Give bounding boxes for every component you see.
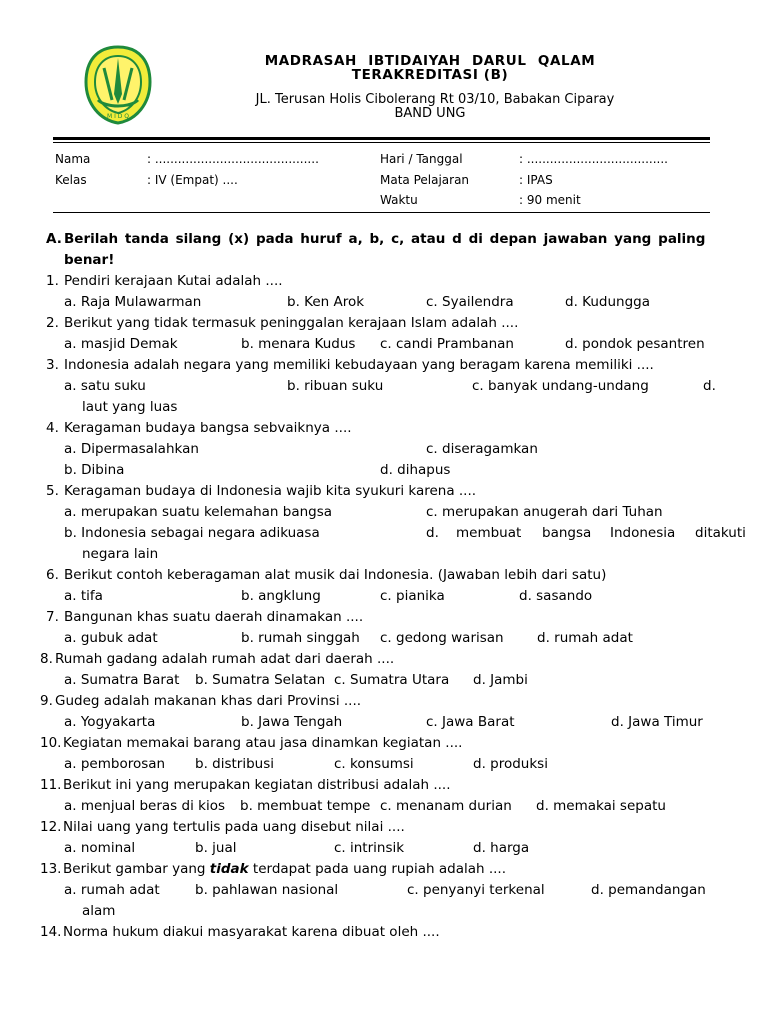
answer-option[interactable]: b. pahlawan nasional [195,882,339,898]
question-number: 14. [40,924,62,940]
question-number: 11. [40,777,62,793]
question-number: 5. [46,483,59,499]
question-text: Nilai uang yang tertulis pada uang disebut nilai .... [63,819,405,835]
answer-option[interactable]: c. diseragamkan [426,441,538,457]
answer-option[interactable]: c. intrinsik [334,840,405,856]
section-instruction-line2: benar! [64,252,115,268]
answer-option[interactable]: c. menanam durian [380,798,512,814]
answer-option[interactable]: c. banyak undang-undang [472,378,649,394]
question-number: 10. [40,735,62,751]
answer-option[interactable]: a. satu suku [64,378,146,394]
answer-option[interactable]: d. produksi [473,756,548,772]
answer-option[interactable]: a. Sumatra Barat [64,672,180,688]
answer-option[interactable]: a. nominal [64,840,136,856]
answer-option[interactable]: b. Jawa Tengah [241,714,343,730]
answer-option[interactable]: d. [426,525,439,541]
mapel-label: Mata Pelajaran [380,173,470,187]
waktu-value: : 90 menit [519,193,581,207]
question-number: 8. [40,651,53,667]
answer-option[interactable]: c. Sumatra Utara [334,672,450,688]
answer-option[interactable]: d. dihapus [380,462,451,478]
answer-option[interactable]: b. membuat tempe [240,798,371,814]
answer-option[interactable]: c. gedong warisan [380,630,504,646]
answer-option[interactable]: d. memakai sepatu [536,798,666,814]
answer-option[interactable]: c. Jawa Barat [426,714,515,730]
answer-option-word: Indonesia [610,525,676,541]
question-text [63,861,506,877]
mapel-value: : IPAS [519,173,553,187]
answer-option[interactable]: b. angklung [241,588,321,604]
answer-option[interactable]: d. Jambi [473,672,528,688]
question-text: Bangunan khas suatu daerah dinamakan .... [64,609,364,625]
answer-option[interactable]: b. jual [195,840,237,856]
answer-option-word: bangsa [542,525,592,541]
nama-field[interactable]: : ........................................... [147,152,319,166]
answer-option[interactable]: c. penyanyi terkenal [407,882,545,898]
answer-option[interactable]: a. pemborosan [64,756,166,772]
answer-option[interactable]: d. rumah adat [537,630,633,646]
section-instruction-line1: Berilah tanda silang (x) pada huruf a, b, c, atau d di depan jawaban yang paling [64,231,706,247]
question-number: 4. [46,420,59,436]
header-divider-thin [53,142,710,143]
hari-field[interactable]: : ..................................... [519,152,668,166]
school-accreditation: TERAKREDITASI (B) [351,67,509,83]
answer-option[interactable]: a. gubuk adat [64,630,158,646]
answer-option[interactable]: a. menjual beras di kios [64,798,225,814]
info-divider [53,212,710,213]
answer-option-word: ditakuti [695,525,746,541]
question-text: Berikut contoh keberagaman alat musik dai Indonesia. (Jawaban lebih dari satu) [64,567,607,583]
section-letter: A. [46,231,62,247]
question-number: 9. [40,693,53,709]
answer-option[interactable]: b. Dibina [64,462,125,478]
answer-option[interactable]: d. harga [473,840,530,856]
answer-option[interactable]: d. Kudungga [565,294,650,310]
question-text-part: Berikut gambar yang [63,861,210,877]
school-address-line2: BAND UNG [394,106,466,121]
answer-option[interactable]: a. tifa [64,588,103,604]
question-text: Berikut ini yang merupakan kegiatan distribusi adalah .... [63,777,451,793]
school-address-line1: JL. Terusan Holis Cibolerang Rt 03/10, Babakan Ciparay [255,92,615,107]
answer-option[interactable]: d. pondok pesantren [565,336,705,352]
question-text: Norma hukum diakui masyarakat karena dibuat oleh .... [63,924,440,940]
kelas-label: Kelas [55,173,87,187]
answer-option[interactable]: a. rumah adat [64,882,160,898]
question-number: 6. [46,567,59,583]
answer-option[interactable]: c. merupakan anugerah dari Tuhan [426,504,663,520]
question-number: 13. [40,861,62,877]
answer-option[interactable]: a. Dipermasalahkan [64,441,199,457]
question-number: 2. [46,315,59,331]
question-text: Keragaman budaya di Indonesia wajib kita syukuri karena .... [64,483,477,499]
answer-option[interactable]: c. pianika [380,588,445,604]
question-text: Kegiatan memakai barang atau jasa dinamkan kegiatan .... [63,735,463,751]
question-text: Keragaman budaya bangsa sebvaiknya .... [64,420,352,436]
answer-option-word: membuat [456,525,522,541]
kelas-value: : IV (Empat) .... [147,173,238,187]
answer-option[interactable]: d. sasando [519,588,593,604]
question-number: 1. [46,273,59,289]
answer-option[interactable]: b. Indonesia sebagai negara adikuasa [64,525,320,541]
answer-option-continued: negara lain [82,546,159,562]
svg-text:M I D Q: M I D Q [106,113,130,120]
answer-option-continued: laut yang luas [82,399,178,415]
nama-label: Nama [55,152,91,166]
answer-option[interactable]: b. Ken Arok [287,294,365,310]
answer-option[interactable]: d. pemandangan [591,882,706,898]
waktu-label: Waktu [380,193,418,207]
school-name: MADRASAH IBTIDAIYAH DARUL QALAM [264,53,596,69]
answer-option-continued: alam [82,903,116,919]
question-text: Rumah gadang adalah rumah adat dari daerah .... [55,651,395,667]
answer-option[interactable]: a. Yogyakarta [64,714,156,730]
answer-option[interactable]: a. merupakan suatu kelemahan bangsa [64,504,333,520]
answer-option[interactable]: b. menara Kudus [241,336,356,352]
question-number: 12. [40,819,62,835]
answer-option[interactable]: b. Sumatra Selatan [195,672,326,688]
question-text-part: terdapat pada uang rupiah adalah .... [248,861,507,877]
answer-option[interactable]: b. rumah singgah [241,630,360,646]
answer-option[interactable]: b. ribuan suku [287,378,384,394]
header-divider-thick [53,137,710,140]
hari-label: Hari / Tanggal [380,152,463,166]
question-text: Pendiri kerajaan Kutai adalah .... [64,273,283,289]
question-emphasis: tidak [209,861,249,877]
answer-option[interactable]: b. distribusi [195,756,275,772]
answer-option[interactable]: a. masjid Demak [64,336,178,352]
question-number: 7. [46,609,59,625]
answer-option[interactable]: c. candi Prambanan [380,336,514,352]
question-text: Gudeg adalah makanan khas dari Provinsi .... [55,693,362,709]
question-text: Indonesia adalah negara yang memiliki kebudayaan yang beragam karena memiliki .... [64,357,654,373]
answer-option[interactable]: c. Syailendra [426,294,514,310]
answer-option[interactable]: d. Jawa Timur [611,714,703,730]
answer-option[interactable]: c. konsumsi [334,756,414,772]
answer-option[interactable]: d. [703,378,716,394]
question-text: Berikut yang tidak termasuk peninggalan kerajaan Islam adalah .... [64,315,519,331]
answer-option[interactable]: a. Raja Mulawarman [64,294,202,310]
question-number: 3. [46,357,59,373]
